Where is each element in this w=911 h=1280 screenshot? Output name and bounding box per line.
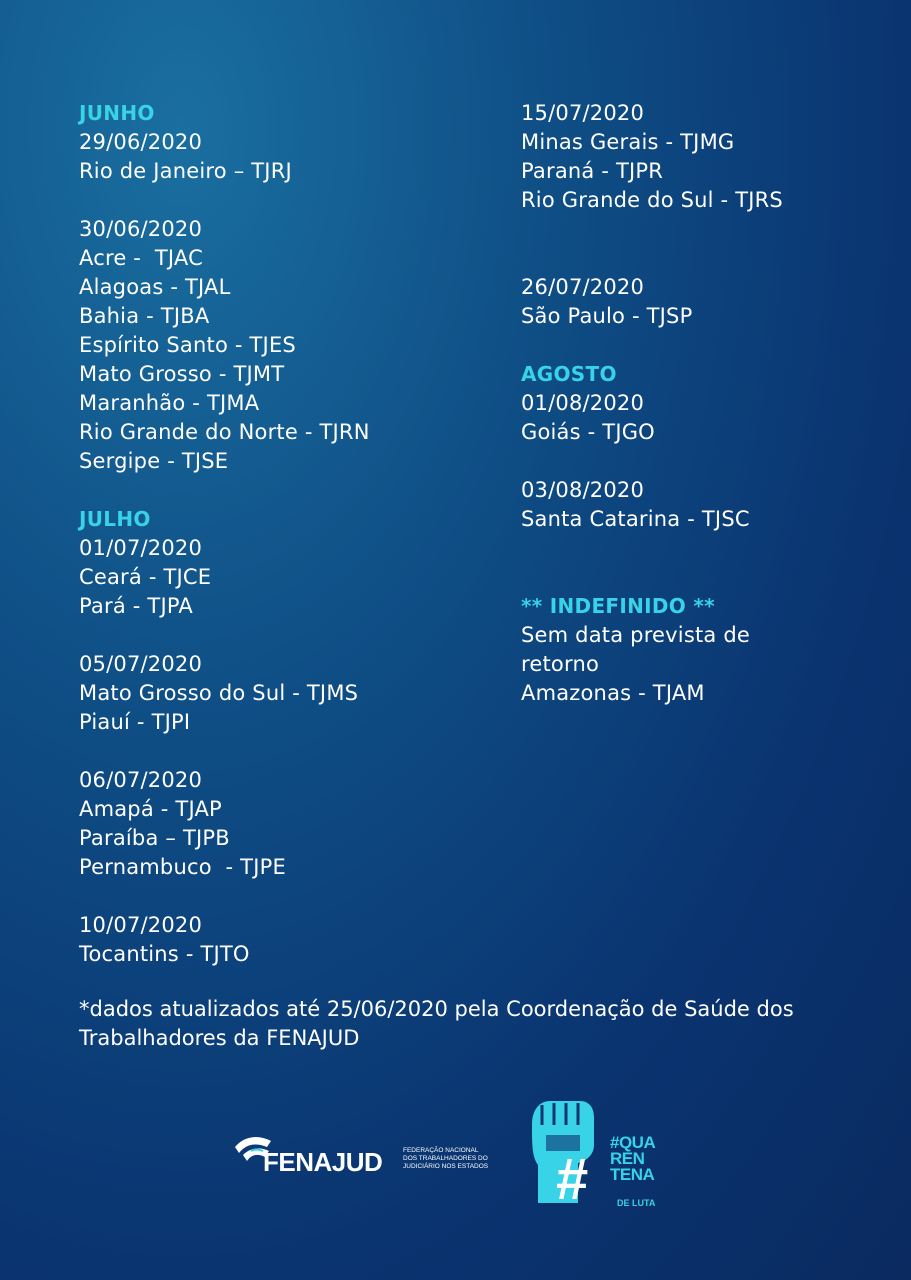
court: Rio Grande do Norte - TJRN [79,420,370,444]
court: Amapá - TJAP [79,797,222,821]
date: 15/07/2020 [521,101,645,125]
date: 01/07/2020 [79,536,203,560]
quarentena-logo [520,1095,700,1210]
left-column [79,99,479,969]
court: Rio Grande do Sul - TJRS [521,188,783,212]
date: 05/07/2020 [79,652,203,676]
date: 06/07/2020 [79,768,203,792]
date: 26/07/2020 [521,275,645,299]
quarentena-wordmark [610,1135,655,1183]
date: 01/08/2020 [521,391,645,415]
court: Pernambuco - TJPE [79,855,286,879]
court: Espírito Santo - TJES [79,333,296,357]
court: Mato Grosso do Sul - TJMS [79,681,359,705]
fenajud-subtitle: FEDERAÇÃO NACIONAL DOS TRABALHADORES DO JUDICIÁRIO NOS ESTADOS [403,1147,489,1170]
quarentena-subtitle: DE LUTA [617,1198,656,1208]
logos-area [0,1095,911,1215]
raised-fist-icon [520,1095,615,1210]
court: Tocantins - TJTO [79,942,250,966]
court: Rio de Janeiro – TJRJ [79,159,292,183]
date: 29/06/2020 [79,130,203,154]
court: Mato Grosso - TJMT [79,362,285,386]
date: 10/07/2020 [79,913,203,937]
svg-text:#: # [556,1147,589,1210]
right-column [521,99,881,708]
court: Acre - TJAC [79,246,203,270]
court: Paraíba – TJPB [79,826,230,850]
court: Amazonas - TJAM [521,681,705,705]
court: São Paulo - TJSP [521,304,693,328]
court: Sergipe - TJSE [79,449,229,473]
quarentena-line: REN [610,1149,645,1168]
court: Alagoas - TJAL [79,275,231,299]
court: Minas Gerais - TJMG [521,130,735,154]
court: Santa Catarina - TJSC [521,507,750,531]
court: Ceará - TJCE [79,565,212,589]
indefinido-heading: ** INDEFINIDO ** [521,594,715,618]
month-heading-junho: JUNHO [79,101,155,125]
quarentena-line: #QUA [610,1133,656,1152]
fenajud-name: FENAJUD [263,1147,383,1177]
month-heading-agosto: AGOSTO [521,362,617,386]
month-heading-julho: JULHO [79,507,151,531]
court: Goiás - TJGO [521,420,655,444]
quarentena-line: TENA [610,1165,655,1184]
court: Maranhão - TJMA [79,391,260,415]
indefinido-description: Sem data prevista de retorno [521,623,751,676]
date: 03/08/2020 [521,478,645,502]
fenajud-logo [233,1125,493,1185]
date: 30/06/2020 [79,217,203,241]
footnote: *dados atualizados até 25/06/2020 pela Coordenação de Saúde dos Trabalhadores da FENAJUD [79,997,794,1050]
court: Paraná - TJPR [521,159,664,183]
court: Piauí - TJPI [79,710,191,734]
court: Pará - TJPA [79,594,193,618]
court: Bahia - TJBA [79,304,210,328]
